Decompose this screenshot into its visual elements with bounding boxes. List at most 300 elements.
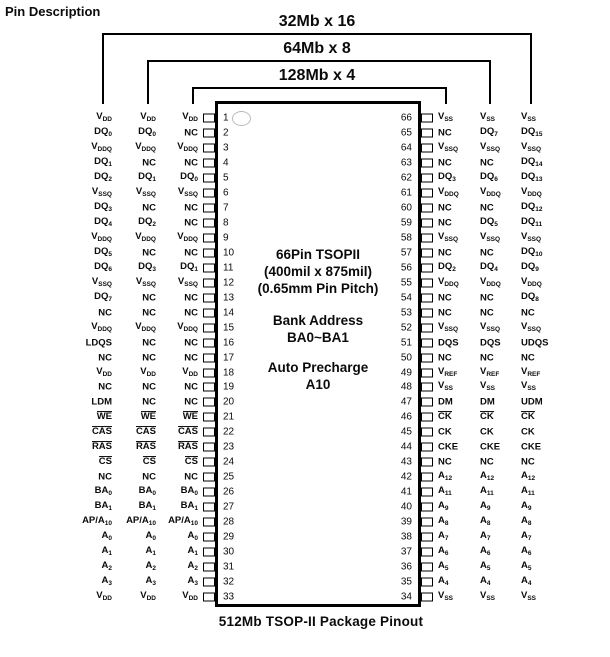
pin-label-x4: $DQ_2$ [438, 260, 456, 273]
pin-label-x8: $A_8$ [480, 515, 491, 528]
pin-label-x4: $A_6$ [438, 545, 449, 558]
pin-number-right: 62 [400, 172, 412, 184]
pin-label-x4: $A_3$ [187, 575, 198, 587]
pin-pad-left [203, 428, 215, 437]
auto-precharge-line: A10 [305, 377, 331, 392]
pin-number-left: 5 [223, 172, 229, 184]
pin-label-x8: $A_4$ [480, 575, 491, 587]
pin-label-x8: $DQ_3$ [138, 260, 156, 273]
pin-label-x16: $BA_1$ [94, 500, 112, 513]
pin-label-x8: NC [142, 352, 156, 363]
pin-label-x16: $V_{DDQ}$ [521, 275, 542, 288]
pin-number-left: 10 [223, 247, 235, 259]
pin-number-right: 60 [400, 202, 412, 214]
pin-number-left: 24 [223, 456, 235, 468]
pin-label-x16: $DQ_5$ [94, 245, 112, 258]
pin-label-x16: $DQ_7$ [94, 290, 112, 303]
pin-label-x16: $V_{DDQ}$ [91, 320, 112, 333]
pin-label-x4: NC [184, 292, 198, 304]
pin-number-left: 11 [223, 262, 234, 274]
pin-label-x16: $A_{12}$ [521, 470, 536, 483]
pin-label-x4: $BA_0$ [180, 485, 198, 498]
pin-number-right: 36 [400, 561, 412, 573]
pin-label-x4: $V_{SSQ}$ [438, 320, 459, 333]
pin-number-left: 33 [223, 591, 235, 603]
pin-pad-right [421, 503, 433, 512]
pin-pad-left [203, 593, 215, 602]
pin-label-x16: $V_{DD}$ [96, 111, 112, 123]
pin-pad-right [421, 563, 433, 572]
pin-label-x16: $V_{SS}$ [521, 380, 537, 393]
pin-pad-right [421, 278, 433, 287]
pin-pad-left [203, 173, 215, 182]
pin-label-x16: NC [521, 307, 535, 319]
pin-pad-right [421, 263, 433, 272]
chip-package-line: (400mil x 875mil) [263, 264, 373, 279]
pin-label-x16: $A_9$ [521, 500, 532, 513]
pin-label-x4: $V_{SS}$ [438, 111, 454, 123]
pin-label-x4: $V_{SSQ}$ [177, 185, 198, 198]
pin-number-right: 55 [400, 277, 412, 289]
pin-pad-left [203, 248, 215, 257]
pin-pad-left [203, 188, 215, 197]
pin-pad-left [203, 443, 215, 452]
pin-number-right: 38 [400, 531, 412, 543]
pin-label-x4: $V_{DDQ}$ [177, 320, 198, 333]
pin-label-x8: NC [142, 202, 156, 214]
pin-label-x8: NC [480, 292, 494, 304]
pin-pad-left [203, 353, 215, 362]
pin-label-x4: $AP/A_{10}$ [168, 515, 198, 528]
pin-label-x16: LDM [91, 396, 112, 408]
pin-pad-left [203, 488, 215, 497]
pin-label-x8: $DQ_2$ [138, 215, 156, 228]
pin-pad-right [421, 578, 433, 587]
pin-label-x8: $BA_1$ [138, 500, 156, 513]
pin-label-x4: $V_{SSQ}$ [438, 140, 459, 153]
pin-pad-right [421, 458, 433, 467]
pin-pad-right [421, 143, 433, 152]
pin-label-x8: NC [480, 307, 494, 319]
pin-number-right: 53 [400, 307, 412, 319]
pin-number-right: 50 [400, 352, 412, 363]
pin-label-x8: $V_{DDQ}$ [135, 140, 156, 153]
pin-label-x4: NC [438, 157, 452, 169]
pin-label-x8: $DQ_0$ [138, 126, 156, 138]
pin-label-x4: $V_{DDQ}$ [177, 230, 198, 243]
pin-number-right: 41 [400, 486, 412, 498]
pin-label-x4: $DQ_3$ [438, 170, 456, 183]
pin-label-x16: $DQ_{11}$ [521, 215, 543, 228]
pin-pad-left [203, 338, 215, 347]
pin-number-right: 49 [400, 367, 412, 378]
pin-label-x4: $V_{SS}$ [438, 590, 454, 602]
pin-label-x4: NC [438, 127, 452, 139]
pin-label-x4: $A_4$ [438, 575, 449, 587]
pin-pad-right [421, 248, 433, 257]
pin-label-x4: $V_{DDQ}$ [438, 185, 459, 198]
pin-number-left: 1 [223, 112, 229, 124]
pin-label-x16: $V_{SSQ}$ [91, 275, 112, 288]
pin-label-x8: WE [140, 411, 156, 423]
pin-label-x8: $AP/A_{10}$ [126, 515, 156, 528]
pin-number-left: 9 [223, 232, 229, 244]
pin-pad-right [421, 158, 433, 167]
pin-label-x4: DM [438, 396, 453, 408]
pin-pad-left [203, 368, 215, 377]
pin-label-x16: WE [96, 411, 112, 423]
pin-label-x8: $A_{12}$ [480, 470, 495, 483]
pin-pad-left [203, 203, 215, 212]
pin-label-x8: $A_9$ [480, 500, 491, 513]
pin-label-x16: $A_4$ [521, 575, 532, 587]
pin-label-x16: $DQ_1$ [94, 155, 112, 168]
pin-label-x8: $V_{SSQ}$ [135, 185, 156, 198]
pin-pad-right [421, 293, 433, 302]
pin-label-x8: $A_5$ [480, 560, 491, 573]
pin-label-x4: NC [184, 352, 198, 363]
pin-label-x4: $V_{DD}$ [182, 590, 198, 602]
pin-label-x4: NC [184, 307, 198, 319]
pin-pad-right [421, 353, 433, 362]
pin-label-x16: $V_{SSQ}$ [521, 320, 542, 333]
pin-label-x8: $A_0$ [145, 530, 156, 543]
pin-number-right: 59 [400, 217, 412, 229]
pin-pad-right [421, 593, 433, 602]
pin-pad-right [421, 518, 433, 527]
pin-number-left: 15 [223, 322, 235, 334]
pin-label-x8: $V_{DD}$ [140, 111, 156, 123]
pin-label-x8: NC [142, 396, 156, 408]
pin-label-x8: $V_{DDQ}$ [135, 320, 156, 333]
pin-label-x8: $V_{DDQ}$ [480, 275, 501, 288]
pin-number-left: 12 [223, 277, 235, 289]
pin-number-right: 56 [400, 262, 412, 274]
pin-pad-right [421, 428, 433, 437]
pin-label-x16: $A_7$ [521, 530, 532, 543]
pin-label-x4: NC [184, 396, 198, 408]
pin-label-x4: CK [438, 426, 452, 438]
pin-label-x8: $V_{SSQ}$ [480, 140, 501, 153]
pin-label-x8: CAS [135, 426, 156, 438]
pin-pad-right [421, 338, 433, 347]
pin-label-x16: $A_3$ [101, 575, 112, 587]
pin-pad-right [421, 443, 433, 452]
pin-label-x16: $DQ_{14}$ [521, 155, 543, 168]
pin-label-x8: NC [480, 352, 494, 363]
pin-label-x8: NC [480, 202, 494, 214]
pin-label-x16: CS [98, 456, 112, 468]
pin-label-x16: $DQ_{10}$ [521, 245, 543, 258]
pin-label-x16: $V_{SSQ}$ [521, 230, 542, 243]
pin-pad-right [421, 398, 433, 407]
pin-label-x16: $V_{SSQ}$ [91, 185, 112, 198]
pin-label-x16: $A_0$ [101, 530, 112, 543]
pin-label-x4: NC [438, 352, 452, 363]
pin-pad-right [421, 173, 433, 182]
pin-label-x8: $V_{SS}$ [480, 111, 496, 123]
pin-pad-left [203, 383, 215, 392]
pin-pad-left [203, 129, 215, 138]
pin-label-x4: CK [438, 411, 452, 423]
pin-label-x4: NC [438, 202, 452, 214]
pin-label-x4: NC [184, 127, 198, 139]
pin-label-x16: $DQ_2$ [94, 170, 112, 183]
pin-label-x16: $A_8$ [521, 515, 532, 528]
pin-label-x4: NC [438, 292, 452, 304]
pin-label-x4: WE [182, 411, 198, 423]
chip-package-line: 66Pin TSOPII [275, 247, 361, 262]
pin-label-x8: $A_6$ [480, 545, 491, 558]
pin-label-x8: $DQ_1$ [138, 170, 156, 183]
pin-label-x4: $DQ_0$ [180, 170, 198, 183]
pin-label-x8: $A_7$ [480, 530, 491, 543]
pin-number-left: 14 [223, 307, 235, 319]
pin-label-x8: CK [480, 411, 494, 423]
pin-label-x4: NC [438, 247, 452, 259]
pin-pad-left [203, 308, 215, 317]
pin-label-x16: NC [98, 471, 112, 483]
pin-label-x16: $A_5$ [521, 560, 532, 573]
pin-number-left: 25 [223, 471, 235, 483]
pin-label-x8: $V_{SS}$ [480, 590, 496, 602]
pin-label-x4: $V_{SSQ}$ [438, 230, 459, 243]
pin-number-left: 19 [223, 381, 235, 393]
pin-label-x4: CS [184, 456, 198, 468]
pin-number-left: 26 [223, 486, 235, 498]
pin-pad-left [203, 143, 215, 152]
pin-label-x8: $DQ_4$ [480, 260, 498, 273]
pin-number-right: 52 [400, 322, 412, 334]
pin-pad-left [203, 413, 215, 422]
pin-label-x16: $A_1$ [101, 545, 112, 558]
pin-pad-right [421, 129, 433, 138]
pin-label-x16: $V_{SSQ}$ [521, 140, 542, 153]
pin-pad-right [421, 323, 433, 332]
pin-label-x16: $V_{SS}$ [521, 590, 537, 602]
pin-number-left: 32 [223, 576, 235, 588]
pin-label-x4: $BA_1$ [180, 500, 198, 513]
pin-label-x4: $V_{REF}$ [438, 365, 458, 378]
pin-label-x8: NC [142, 307, 156, 319]
pin-label-x4: $A_{12}$ [438, 470, 453, 483]
pin-label-x16: $DQ_{12}$ [521, 200, 543, 213]
pin-label-x16: CK [521, 411, 535, 423]
pin-number-right: 51 [400, 337, 412, 348]
pin-pad-right [421, 308, 433, 317]
auto-precharge-line: Auto Precharge [267, 360, 369, 375]
pin-label-x16: $V_{DD}$ [96, 365, 112, 378]
pin-number-left: 21 [223, 411, 235, 423]
pin-label-x4: $A_2$ [187, 560, 198, 573]
pin-label-x4: $A_8$ [438, 515, 449, 528]
pin-label-x8: $V_{REF}$ [480, 365, 500, 378]
pin-label-x8: NC [142, 157, 156, 169]
pin-number-right: 35 [400, 576, 412, 588]
pin-number-right: 57 [400, 247, 412, 259]
pin-label-x4: $V_{DDQ}$ [438, 275, 459, 288]
pin-label-x16: $DQ_6$ [94, 260, 112, 273]
pin-number-right: 54 [400, 292, 412, 304]
pin-label-x16: $DQ_3$ [94, 200, 112, 213]
pin-label-x16: NC [521, 456, 535, 468]
pin-label-x4: $A_9$ [438, 500, 449, 513]
pin-pad-right [421, 548, 433, 557]
pin-number-right: 64 [400, 142, 412, 154]
pin-pad-left [203, 278, 215, 287]
pin-number-right: 34 [400, 591, 412, 603]
pin-pad-right [421, 383, 433, 392]
pin-label-x16: $A_6$ [521, 545, 532, 558]
pin-label-x4: $V_{DD}$ [182, 365, 198, 378]
pin-label-x16: $DQ_4$ [94, 215, 112, 228]
pin-label-x8: $DQ_7$ [480, 126, 498, 138]
pin-label-x8: DQS [480, 337, 501, 348]
pin-number-left: 17 [223, 352, 235, 363]
pin-pad-left [203, 518, 215, 527]
pin-label-x4: NC [438, 217, 452, 229]
pin-label-x4: NC [184, 337, 198, 348]
pin-number-right: 37 [400, 546, 412, 558]
pin-label-x16: NC [98, 307, 112, 319]
pin-pad-left [203, 533, 215, 542]
pin-number-right: 61 [400, 187, 412, 199]
pin-pad-left [203, 293, 215, 302]
pin-pad-left [203, 323, 215, 332]
pin-label-x8: NC [480, 157, 494, 169]
pin-label-x8: $V_{SSQ}$ [480, 230, 501, 243]
pin-label-x16: NC [98, 381, 112, 393]
pin-label-x16: UDQS [521, 337, 549, 348]
pin-label-x16: $A_2$ [101, 560, 112, 573]
bracket-label-x8: 64Mb x 8 [283, 40, 351, 57]
pin-pad-left [203, 503, 215, 512]
pin-label-x4: $V_{SS}$ [438, 380, 454, 393]
diagram-caption: 512Mb TSOP-II Package Pinout [218, 614, 424, 629]
pin-number-left: 6 [223, 187, 229, 199]
pin-number-left: 13 [223, 292, 235, 304]
pin-number-right: 45 [400, 426, 412, 438]
pin-label-x8: $V_{DDQ}$ [135, 230, 156, 243]
pin-pad-right [421, 203, 433, 212]
pin-label-x8: $A_{11}$ [480, 485, 494, 498]
pin-label-x8: $V_{SS}$ [480, 380, 496, 393]
pin-label-x4: NC [438, 456, 452, 468]
pin-label-x4: NC [184, 471, 198, 483]
pin-pad-right [421, 533, 433, 542]
pin-number-left: 2 [223, 127, 229, 139]
pin-label-x16: $DQ_{15}$ [521, 126, 543, 138]
pin-label-x8: $A_1$ [145, 545, 156, 558]
pin-label-x16: $DQ_8$ [521, 290, 539, 303]
pin-label-x16: UDM [521, 396, 543, 408]
pin-label-x16: CKE [521, 441, 542, 453]
pin-label-x8: DM [480, 396, 495, 408]
pin-label-x8: $V_{SSQ}$ [480, 320, 501, 333]
pin-label-x8: $DQ_5$ [480, 215, 498, 228]
pin-pad-right [421, 413, 433, 422]
pin-label-x16: $V_{DD}$ [96, 590, 112, 602]
pin-label-x16: RAS [91, 441, 112, 453]
pin-pad-left [203, 114, 215, 123]
pin-number-left: 8 [223, 217, 229, 229]
bracket-label-x4: 128Mb x 4 [278, 67, 356, 84]
pin-number-left: 27 [223, 501, 235, 513]
pin-number-right: 63 [400, 157, 412, 169]
pin-number-right: 66 [400, 112, 412, 124]
pin-label-x4: RAS [177, 441, 198, 453]
pin-label-x8: $BA_0$ [138, 485, 156, 498]
pin-label-x8: RAS [135, 441, 156, 453]
pin-label-x16: $V_{DDQ}$ [91, 140, 112, 153]
pin-number-right: 43 [400, 456, 412, 468]
pin-label-x16: CAS [91, 426, 112, 438]
pin-number-left: 4 [223, 157, 229, 169]
pin-label-x16: $BA_0$ [94, 485, 112, 498]
pin-label-x4: DQS [438, 337, 459, 348]
pin-number-left: 22 [223, 426, 235, 438]
chip-package-line: (0.65mm Pin Pitch) [257, 281, 379, 296]
pin-label-x8: NC [142, 292, 156, 304]
pin-label-x16: $V_{DDQ}$ [521, 185, 542, 198]
bank-address-line: BA0~BA1 [287, 330, 349, 345]
pin-pad-left [203, 548, 215, 557]
pin-number-right: 47 [400, 396, 412, 408]
pin-number-right: 42 [400, 471, 412, 483]
pin-number-right: 39 [400, 516, 412, 528]
pin-label-x8: NC [142, 337, 156, 348]
pin-number-right: 46 [400, 411, 412, 423]
page-title: Pin Description [5, 4, 101, 19]
pin-label-x8: CS [142, 456, 156, 468]
pin-label-x4: NC [184, 247, 198, 259]
pin-label-x16: $V_{REF}$ [521, 365, 541, 378]
pin-label-x16: $DQ_{13}$ [521, 170, 543, 183]
pin-label-x8: $V_{DD}$ [140, 365, 156, 378]
pin-label-x8: NC [142, 247, 156, 259]
pin-pad-right [421, 473, 433, 482]
pin-label-x16: NC [521, 352, 535, 363]
pin-number-left: 3 [223, 142, 229, 154]
pin-label-x4: $A_7$ [438, 530, 449, 543]
pin-number-left: 20 [223, 396, 235, 408]
pin-label-x4: $A_0$ [187, 530, 198, 543]
bank-address-line: Bank Address [272, 313, 364, 328]
pin-pad-right [421, 188, 433, 197]
pin-pad-left [203, 233, 215, 242]
pin-label-x4: $V_{SSQ}$ [177, 275, 198, 288]
pin-label-x16: $A_{11}$ [521, 485, 535, 498]
pin-label-x8: NC [142, 381, 156, 393]
pin-label-x8: CK [480, 426, 494, 438]
pin-label-x4: NC [438, 307, 452, 319]
pin-label-x8: $A_2$ [145, 560, 156, 573]
pin-pad-right [421, 218, 433, 227]
pin-label-x4: NC [184, 157, 198, 169]
pin-number-left: 18 [223, 367, 235, 378]
pin-label-x8: $V_{DD}$ [140, 590, 156, 602]
pin-label-x8: NC [480, 247, 494, 259]
pin-number-left: 30 [223, 546, 235, 558]
pin-label-x4: CAS [177, 426, 198, 438]
pin-label-x16: $V_{SS}$ [521, 111, 537, 123]
pin-label-x4: NC [184, 381, 198, 393]
bracket-label-x16: 32Mb x 16 [278, 13, 356, 30]
pin-label-x4: $A_{11}$ [438, 485, 452, 498]
pin-label-x4: $A_5$ [438, 560, 449, 573]
pin-label-x8: CKE [480, 441, 501, 453]
pin-pad-left [203, 473, 215, 482]
